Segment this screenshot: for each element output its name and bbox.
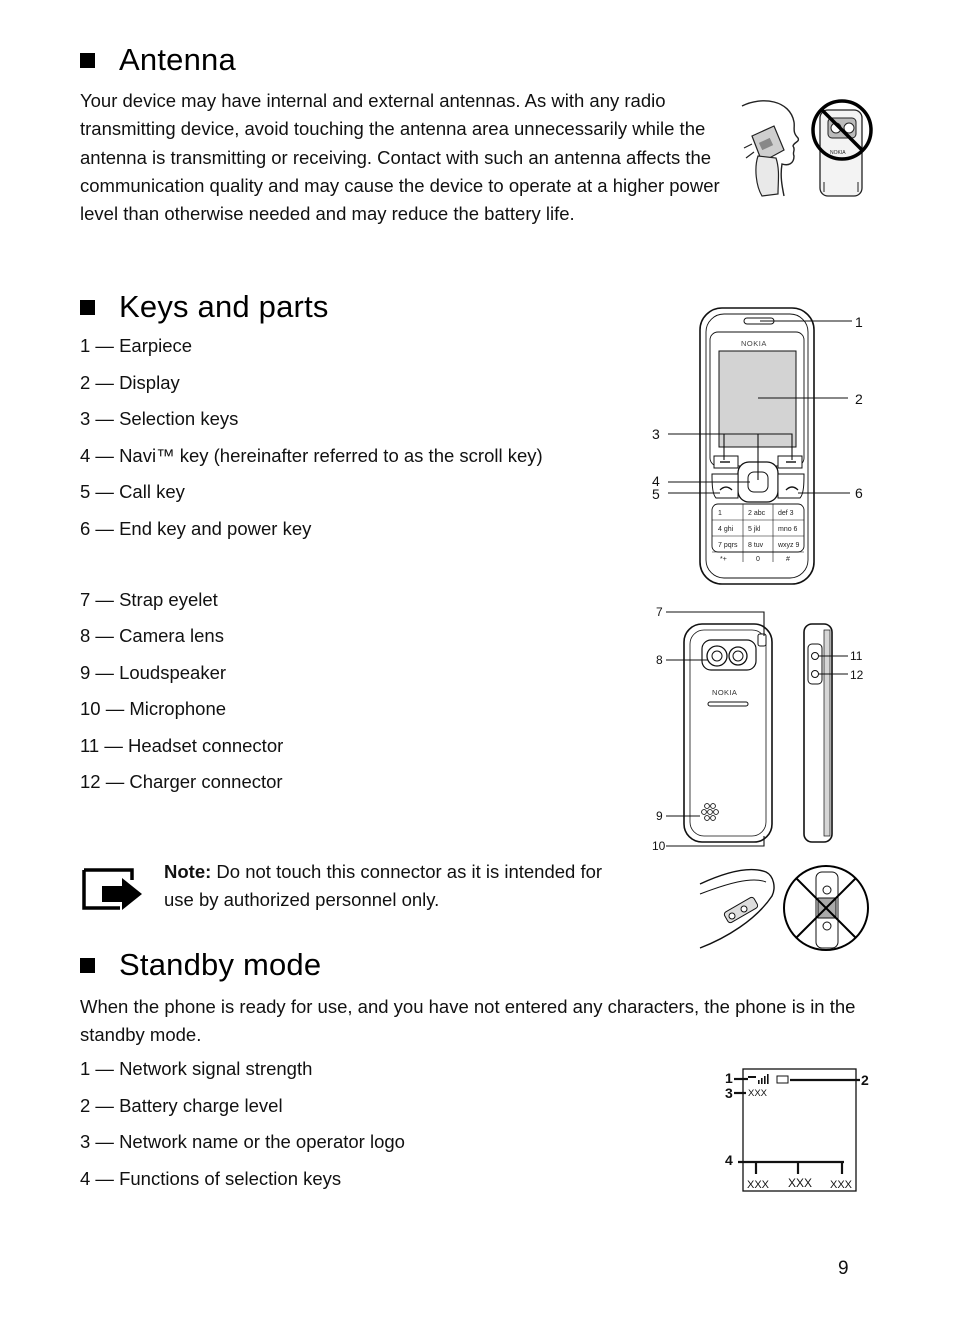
standby-heading — [80, 947, 321, 983]
key-label: # — [786, 556, 790, 563]
soft-key-right: XXX — [830, 1179, 853, 1191]
brand-logo: NOKIA — [741, 339, 767, 348]
list-item: 12 — Charger connector — [80, 771, 283, 792]
soft-key-middle: XXX — [788, 1176, 813, 1190]
callout-3: 3 — [652, 426, 660, 442]
brand-logo-back: NOKIA — [712, 688, 738, 697]
key-label: def 3 — [778, 510, 794, 517]
list-item: 4 — Navi™ key (hereinafter referred to as the scroll key) — [80, 445, 543, 466]
list-item: 7 — Strap eyelet — [80, 589, 218, 610]
heading-bullet — [80, 53, 95, 68]
list-item: 1 — Network signal strength — [80, 1058, 313, 1079]
callout-11: 11 — [850, 649, 863, 663]
callout-1: 1 — [855, 314, 863, 330]
standby-intro: When the phone is ready for use, and you have not entered any characters, the phone is in the standby mode. — [80, 996, 856, 1046]
display — [719, 351, 796, 447]
callout-10: 10 — [652, 839, 666, 853]
callout-6: 6 — [855, 485, 863, 501]
battery-icon — [777, 1076, 788, 1083]
standby-title: Standby mode — [119, 947, 322, 982]
key-label: mno 6 — [778, 526, 798, 533]
antenna-paragraph: Your device may have internal and external antennas. As with any radio transmitting device, avoid touching the antenna area unnecessarily while the antenna is transmitting or receiving. Contact with such an antenna affects the communication quality and may cause the device to operate at a higher power level than otherwise needed and may reduce the battery life. — [80, 90, 720, 225]
callout-2: 2 — [855, 391, 863, 407]
callout-12: 12 — [850, 668, 864, 682]
key-label: 2 abc — [748, 510, 766, 517]
list-item: 4 — Functions of selection keys — [80, 1168, 342, 1189]
headset-connector-icon — [812, 653, 819, 660]
list-item: 2 — Display — [80, 372, 180, 393]
note-text: Do not touch this connector as it is intended for use by authorized personnel only. — [164, 861, 603, 911]
list-item: 2 — Battery charge level — [80, 1095, 283, 1116]
screen-callout-2: 2 — [861, 1072, 869, 1088]
list-item: 10 — Microphone — [80, 698, 227, 719]
antenna-title: Antenna — [119, 42, 236, 77]
list-item: 3 — Selection keys — [80, 408, 239, 429]
key-label: *+ — [720, 556, 727, 563]
call-key — [712, 474, 738, 498]
svg-text:NOKIA: NOKIA — [830, 150, 846, 156]
callout-4: 4 — [652, 473, 660, 489]
list-item: 5 — Call key — [80, 481, 185, 502]
list-item: 1 — Earpiece — [80, 335, 193, 356]
antenna-illustration — [732, 92, 877, 200]
note-icon — [80, 866, 146, 914]
callout-5: 5 — [652, 486, 660, 502]
key-label: 1 — [718, 510, 722, 517]
list-item: 8 — Camera lens — [80, 625, 224, 646]
page-number: 9 — [838, 1258, 849, 1279]
list-item: 9 — Loudspeaker — [80, 662, 227, 683]
callout-9: 9 — [656, 809, 663, 823]
list-item: 3 — Network name or the operator logo — [80, 1131, 405, 1152]
soft-key-left: XXX — [747, 1179, 770, 1191]
list-item: 11 — Headset connector — [80, 735, 284, 756]
note-paragraph — [164, 858, 614, 915]
key-label: wxyz 9 — [778, 542, 800, 549]
screen-callout-4: 4 — [725, 1152, 733, 1168]
callout-7: 7 — [656, 605, 663, 619]
key-label: 4 ghi — [718, 526, 734, 533]
heading-bullet — [80, 958, 95, 973]
heading-bullet — [80, 300, 95, 315]
connector-illustration — [696, 864, 874, 954]
note-label: Note: — [164, 861, 212, 882]
key-label: 0 — [756, 556, 760, 563]
camera-lens-icon — [707, 646, 727, 666]
list-item: 6 — End key and power key — [80, 518, 312, 539]
key-label: 7 pqrs — [718, 542, 738, 549]
end-key — [778, 474, 804, 498]
key-label: 5 jkl — [748, 526, 761, 533]
phone-front-illustration — [640, 300, 880, 592]
hand — [756, 156, 779, 196]
charger-connector-icon — [812, 671, 819, 678]
key-label: 8 tuv — [748, 542, 764, 549]
operator-name: XXX — [748, 1088, 768, 1099]
callout-8: 8 — [656, 653, 663, 667]
phone-back-illustration — [640, 600, 880, 858]
keys-heading — [80, 289, 329, 325]
antenna-heading — [80, 42, 236, 78]
screen-callout-3: 3 — [725, 1085, 733, 1101]
screen-callout-1: 1 — [725, 1070, 733, 1086]
keys-title: Keys and parts — [119, 289, 329, 324]
standby-screen-diagram — [720, 1066, 880, 1196]
strap-eyelet — [758, 634, 766, 646]
